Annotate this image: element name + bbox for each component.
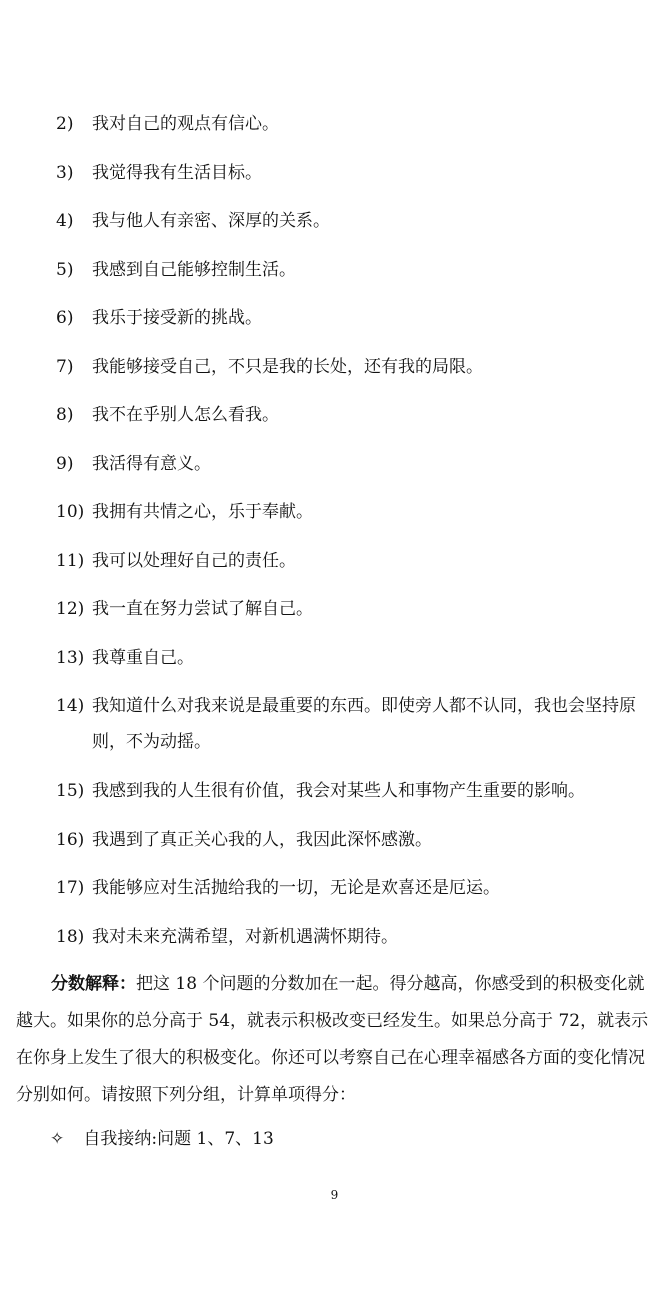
group-item bbox=[50, 1124, 274, 1154]
question-item bbox=[0, 353, 669, 402]
question-text: 我可以处理好自己的责任。 bbox=[92, 550, 296, 571]
question-number: 6) bbox=[56, 308, 74, 328]
question-text: 我遇到了真正关心我的人，我因此深怀感激。 bbox=[92, 829, 432, 850]
question-text: 我能够接受自己，不只是我的长处，还有我的局限。 bbox=[92, 356, 483, 377]
page-number: 9 bbox=[330, 1188, 339, 1202]
question-item bbox=[0, 874, 669, 923]
question-text: 我尊重自己。 bbox=[92, 647, 194, 668]
question-item bbox=[0, 826, 669, 875]
question-item bbox=[0, 777, 669, 826]
question-text: 我与他人有亲密、深厚的关系。 bbox=[92, 211, 330, 231]
question-text: 我感到自己能够控制生活。 bbox=[92, 259, 296, 280]
question-number: 13) bbox=[56, 647, 85, 668]
question-number: 10) bbox=[56, 502, 85, 522]
question-item bbox=[0, 304, 669, 353]
question-item bbox=[0, 256, 669, 305]
question-item bbox=[0, 644, 669, 693]
question-number: 5) bbox=[56, 259, 74, 280]
question-item bbox=[0, 401, 669, 450]
question-number: 12) bbox=[56, 599, 85, 619]
question-text: 我知道什么对我来说是最重要的东西。即使旁人都不认同，我也会坚持原则，不为动摇。 bbox=[92, 696, 636, 752]
question-text: 我感到我的人生很有价值，我会对某些人和事物产生重要的影响。 bbox=[92, 781, 585, 801]
question-number: 11) bbox=[56, 550, 85, 571]
question-text: 我能够应对生活抛给我的一切，无论是欢喜还是厄运。 bbox=[92, 878, 500, 898]
question-text: 我对未来充满希望，对新机遇满怀期待。 bbox=[92, 926, 398, 947]
question-number: 16) bbox=[56, 829, 85, 850]
question-text: 我一直在努力尝试了解自己。 bbox=[92, 599, 313, 619]
score-interpretation-label: 分数解释： bbox=[51, 974, 136, 994]
question-number: 2) bbox=[56, 114, 74, 134]
question-item bbox=[0, 207, 669, 256]
question-text: 我觉得我有生活目标。 bbox=[92, 162, 262, 183]
question-number: 18) bbox=[56, 926, 85, 947]
question-number: 15) bbox=[56, 781, 85, 801]
question-text: 我不在乎别人怎么看我。 bbox=[92, 405, 279, 425]
diamond-bullet-icon: ✧ bbox=[50, 1129, 65, 1149]
question-number: 17) bbox=[56, 878, 85, 898]
question-number: 4) bbox=[56, 211, 74, 231]
question-text: 我拥有共情之心，乐于奉献。 bbox=[92, 502, 313, 522]
question-item bbox=[0, 923, 669, 972]
score-interpretation bbox=[16, 966, 656, 1114]
score-interpretation-text: 把这 18 个问题的分数加在一起。得分越高，你感受到的积极变化就越大。如果你的总分高于 54，就表示积极改变已经发生。如果总分高于 72，就表示在你身上发生了很大的积极变化。你还可以考察自己在心理幸福感各方面的变化情况分别如何。请按照下列分组，计算单项得分： bbox=[16, 974, 649, 1105]
question-item bbox=[0, 595, 669, 644]
question-item bbox=[0, 547, 669, 596]
group-text: 自我接纳:问题 1、7、13 bbox=[83, 1129, 274, 1149]
question-item bbox=[0, 159, 669, 208]
question-number: 14) bbox=[56, 696, 85, 716]
question-number: 8) bbox=[56, 405, 74, 425]
question-list bbox=[0, 110, 669, 971]
question-number: 7) bbox=[56, 356, 74, 377]
question-item bbox=[0, 498, 669, 547]
question-number: 3) bbox=[56, 162, 74, 183]
question-item bbox=[0, 450, 669, 499]
question-text: 我活得有意义。 bbox=[92, 453, 211, 474]
question-number: 9) bbox=[56, 453, 74, 474]
question-text: 我乐于接受新的挑战。 bbox=[92, 308, 262, 328]
question-item bbox=[0, 110, 669, 159]
question-text: 我对自己的观点有信心。 bbox=[92, 114, 279, 134]
question-item bbox=[0, 692, 669, 777]
